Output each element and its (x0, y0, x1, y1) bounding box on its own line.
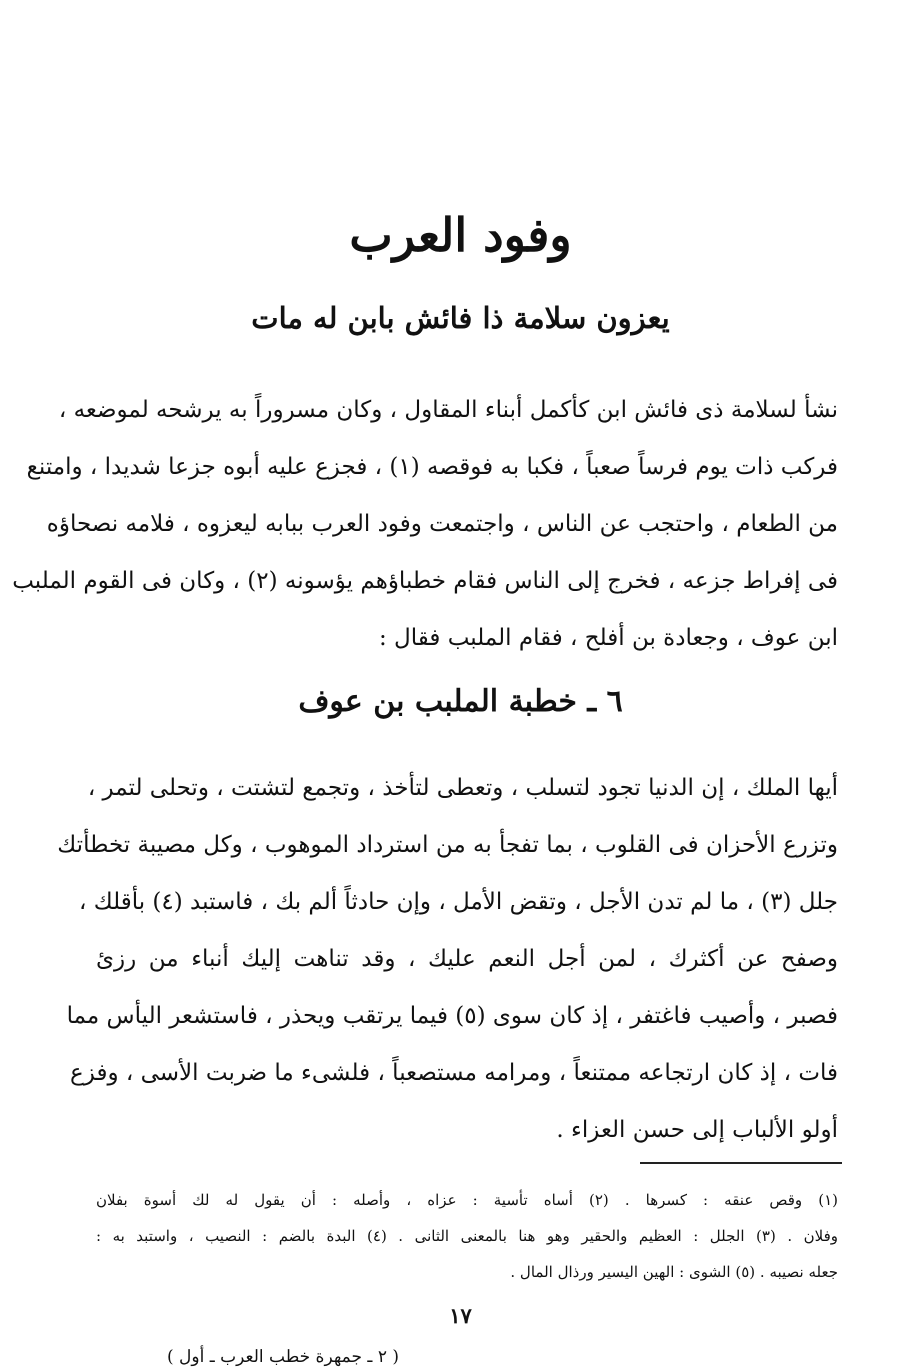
speech-paragraph (57, 760, 838, 1159)
footnote-divider (640, 1162, 842, 1164)
speech-line: جلل (٣) ، ما لم تدن الأجل ، وتقض الأمل ، وإن حادثاً ألم بك ، فاستبد (٤) بأقلك ، (78, 889, 838, 915)
footnote-line: وفلان . (٣) الجلل : العظيم والحقير وهو هنا بالمعنى الثانى . (٤) البدة بالضم : النصيب ، واستبد به : (96, 1227, 838, 1245)
intro-line: نشأ لسلامة ذى فائش ابن كأكمل أبناء المقاول ، وكان مسروراً به يرشحه لموضعه ، (58, 397, 838, 423)
intro-line: ابن عوف ، وجعادة بن أفلح ، فقام الملبب فقال : (379, 625, 838, 651)
speech-line: وتزرع الأحزان فى القلوب ، بما تفجأ به من استرداد الموهوب ، وكل مصيبة تخطأتك (57, 832, 838, 858)
footnote-line: جعله نصيبه . (٥) الشوى : الهين اليسير ورذال المال . (510, 1263, 838, 1281)
chapter-subtitle: يعزون سلامة ذا فائش بابن له مات (251, 301, 670, 335)
speech-line: أولو الألباب إلى حسن العزاء . (556, 1117, 838, 1143)
book-signature: ( ٢ ـ جمهرة خطب العرب ـ أول ) (167, 1347, 399, 1367)
intro-line: من الطعام ، واحتجب عن الناس ، واجتمعت وفود العرب ببابه ليعزوه ، فلامه نصحاؤه (46, 511, 838, 537)
intro-line: فركب ذات يوم فرساً صعباً ، فكبا به فوقصه (١) ، فجزع عليه أبوه جزعا شديدا ، وامتنع (26, 454, 838, 480)
intro-line: فى إفراط جزعه ، فخرج إلى الناس فقام خطباؤهم يؤسونه (٢) ، وكان فى القوم الملبب (12, 568, 838, 594)
footnotes (96, 1182, 838, 1290)
intro-paragraph (12, 382, 838, 667)
footnote-line: (١) وقص عنقه : كسرها . (٢) أساه تأسية : عزاه ، وأصله : أن يقول له لك أسوة بفلان (96, 1191, 839, 1209)
speech-line: وصفح عن أكثرك ، لمن أجل النعم عليك ، وقد تناهت إليك أنباء من رزئ (96, 946, 838, 972)
speech-line: أيها الملك ، إن الدنيا تجود لتسلب ، وتعطى لتأخذ ، وتجمع لتشتت ، وتحلى لتمر ، (87, 775, 838, 801)
speech-line: فات ، إذ كان ارتجاعه ممتنعاً ، ومرامه مستصعباً ، فلشىء ما ضربت الأسى ، وفزع (70, 1060, 838, 1086)
page-number: ١٧ (449, 1303, 472, 1328)
section-heading: ٦ ـ خطبة الملبب بن عوف (298, 684, 623, 719)
chapter-title: وفود العرب (349, 208, 572, 262)
speech-line: فصبر ، وأصيب فاغتفر ، إذ كان سوى (٥) فيما يرتقب ويحذر ، فاستشعر اليأس مما (66, 1003, 838, 1029)
